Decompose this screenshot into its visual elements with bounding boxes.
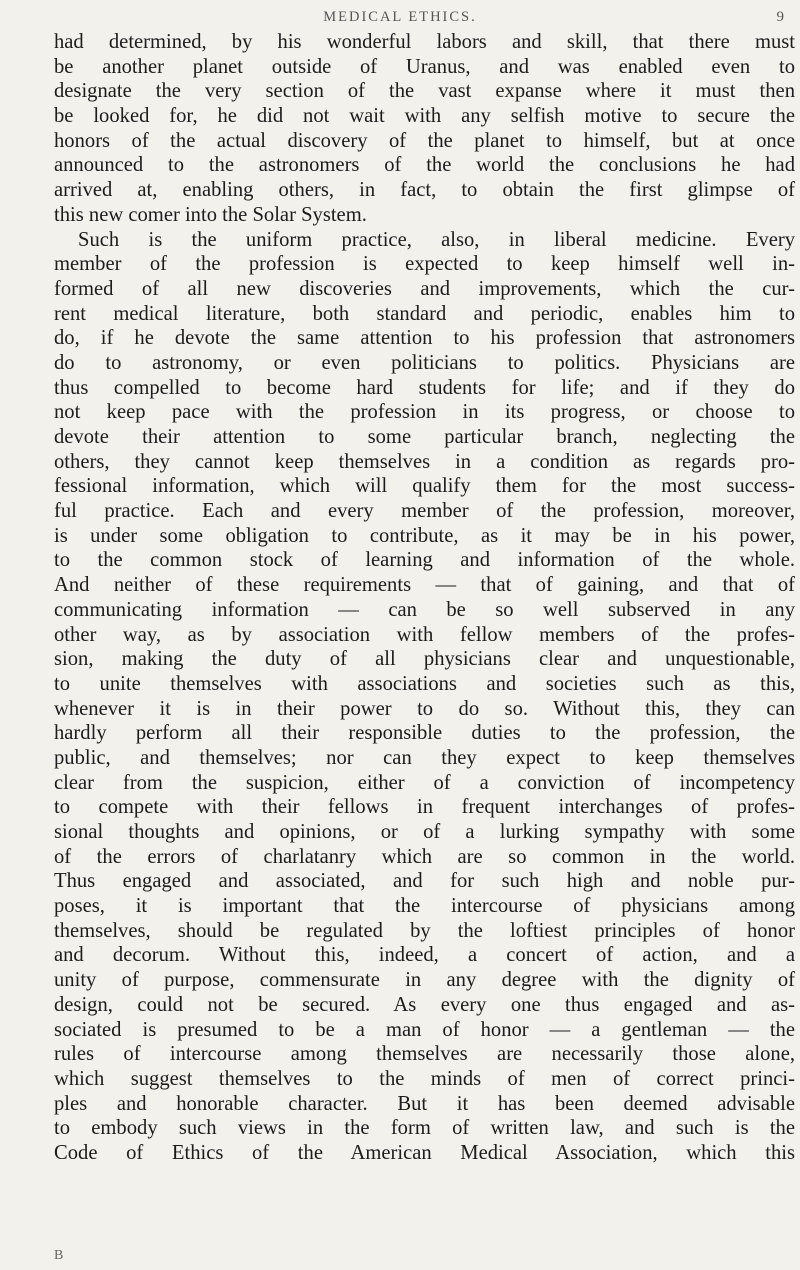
text-line: be looked for, he did not wait with any selfish motive to secure the <box>54 105 795 128</box>
text-line: which suggest themselves to the minds of men of correct princi- <box>54 1067 795 1090</box>
text-line: others, they cannot keep themselves in a condition as regards pro- <box>54 450 795 473</box>
text-line: be another planet outside of Uranus, and was enabled even to <box>54 55 795 78</box>
text-line: communicating information — can be so well subserved in any <box>54 598 795 621</box>
text-line: this new comer into the Solar System. <box>54 203 367 226</box>
text-line: And neither of these requirements — that of gaining, and that of <box>54 574 795 597</box>
text-line: Code of Ethics of the American Medical Association, which this <box>54 1141 795 1164</box>
text-line: designate the very section of the vast expanse where it must then <box>54 80 795 103</box>
text-line: to compete with their fellows in frequent interchanges of profes- <box>54 796 795 819</box>
text-line: Thus engaged and associated, and for such high and noble pur- <box>54 870 795 893</box>
text-line: honors of the actual discovery of the planet to himself, but at once <box>54 129 795 152</box>
text-line: to the common stock of learning and information of the whole. <box>54 549 795 572</box>
text-line: and decorum. Without this, indeed, a concert of action, and a <box>54 944 795 967</box>
text-line: rent medical literature, both standard and periodic, enables him to <box>54 302 795 325</box>
text-line: announced to the astronomers of the world the conclusions he had <box>54 154 795 177</box>
text-line: devote their attention to some particular branch, neglecting the <box>54 426 795 448</box>
text-line: unity of purpose, commensurate in any degree with the dignity of <box>54 969 795 992</box>
text-line: rules of intercourse among themselves are necessarily those alone, <box>54 1043 795 1066</box>
text-line: to embody such views in the form of written law, and such is the <box>54 1117 795 1140</box>
text-line: arrived at, enabling others, in fact, to obtain the first glimpse of <box>54 179 795 202</box>
text-line: fessional information, which will qualify them for the most success- <box>54 475 795 498</box>
running-head <box>0 6 800 28</box>
text-line: whenever it is in their power to do so. Without this, they can <box>54 697 795 720</box>
text-line: Such is the uniform practice, also, in liberal medicine. Every <box>78 228 795 251</box>
text-line: public, and themselves; nor can they expect to keep themselves <box>54 746 795 769</box>
text-line: design, could not be secured. As every one thus engaged and as- <box>54 993 795 1016</box>
text-line: had determined, by his wonderful labors and skill, that there must <box>54 31 795 53</box>
text-line: do, if he devote the same attention to his profession that astronomers <box>54 327 795 350</box>
text-line: thus compelled to become hard students for life; and if they do <box>54 376 795 399</box>
text-line: to unite themselves with associations and societies such as this, <box>54 672 795 695</box>
text-line: sion, making the duty of all physicians clear and unquestionable, <box>54 648 795 671</box>
text-line: hardly perform all their responsible duties to the profession, the <box>54 722 795 745</box>
running-title: MEDICAL ETHICS. <box>323 9 477 25</box>
text-line: poses, it is important that the intercourse of physicians among <box>54 895 795 918</box>
text-line: ples and honorable character. But it has been deemed advisable <box>54 1092 795 1115</box>
text-line: formed of all new discoveries and improvements, which the cur- <box>54 277 795 300</box>
text-line: do to astronomy, or even politicians to politics. Physicians are <box>54 351 795 374</box>
text-line: of the errors of charlatanry which are so common in the world. <box>54 845 795 868</box>
text-line: ful practice. Each and every member of the profession, moreover, <box>54 500 795 523</box>
text-line: not keep pace with the profession in its progress, or choose to <box>54 401 795 424</box>
text-line: sional thoughts and opinions, or of a lurking sympathy with some <box>54 821 795 843</box>
body-text <box>54 30 795 1166</box>
text-line: other way, as by association with fellow members of the profes- <box>54 623 795 646</box>
page-number: 9 <box>776 9 784 25</box>
text-line: member of the profession is expected to keep himself well in- <box>54 253 795 276</box>
text-line: sociated is presumed to be a man of honor — a gentleman — the <box>54 1018 795 1041</box>
text-line: themselves, should be regulated by the loftiest principles of honor <box>54 919 795 942</box>
signature-mark: B <box>54 1248 64 1263</box>
text-line: clear from the suspicion, either of a conviction of incompetency <box>54 771 795 794</box>
text-line: is under some obligation to contribute, as it may be in his power, <box>54 524 795 547</box>
